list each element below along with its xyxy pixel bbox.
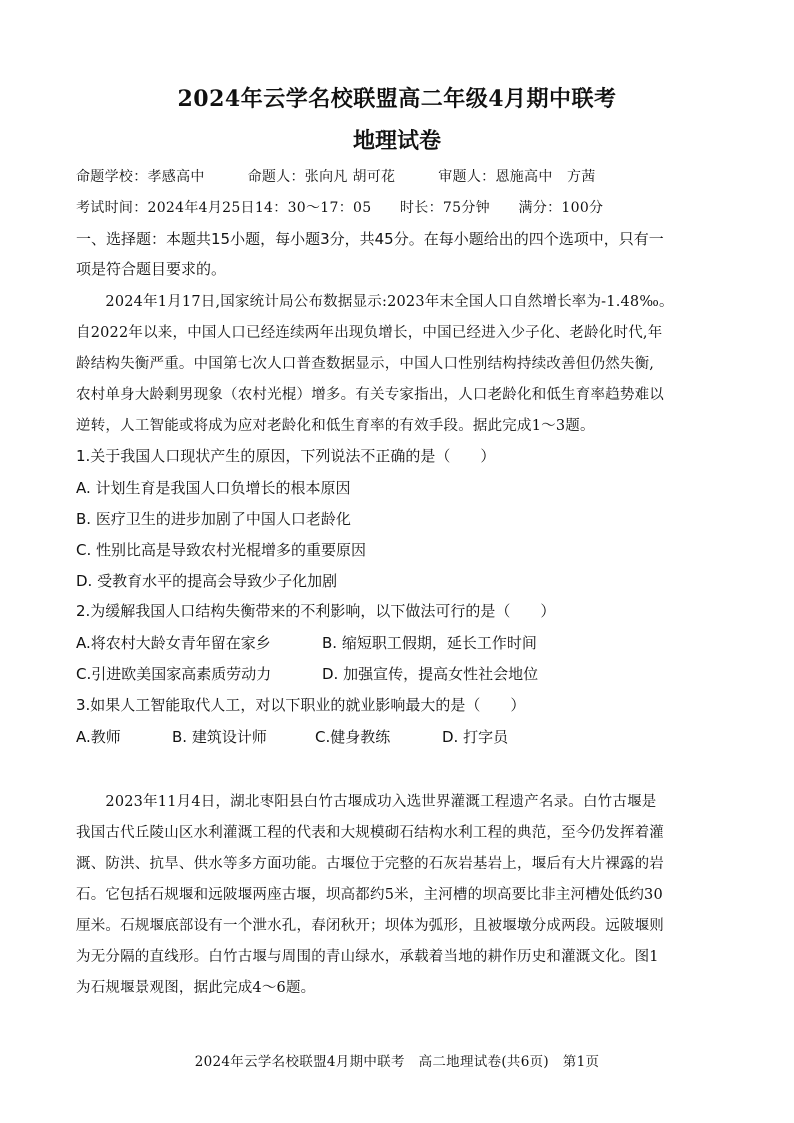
question-3-option-a: A.教师 xyxy=(76,728,121,746)
exam-subtitle: 地理试卷 xyxy=(352,128,441,154)
question-1-option-d: D. 受教育水平的提高会导致少子化加剧 xyxy=(76,572,338,590)
question-3-option-d: D. 打字员 xyxy=(442,728,509,746)
meta-time: 考试时间：2024年4月25日14：30～17：05 时长：75分钟 满分：100分 xyxy=(76,200,604,216)
question-2-option-d: D. 加强宣传，提高女性社会地位 xyxy=(322,665,539,683)
question-3-option-b: B. 建筑设计师 xyxy=(172,728,267,746)
passage2-line: 溉、防洪、抗旱、供水等多方面功能。古堰位于完整的石灰岩基岩上，堰后有大片裸露的岩 xyxy=(76,856,664,872)
question-3-option-c: C.健身教练 xyxy=(315,728,391,746)
question-1-option-b: B. 医疗卫生的进步加剧了中国人口老龄化 xyxy=(76,510,351,528)
question-2-option-a: A.将农村大龄女青年留在家乡 xyxy=(76,634,271,652)
passage1-line: 农村单身大龄剩男现象（农村光棍）增多。有关专家指出，人口老龄化和低生育率趋势难以 xyxy=(76,387,664,403)
passage2-line: 为无分隔的直线形。白竹古堰与周围的青山绿水，承载着当地的耕作历史和灌溉文化。图1 xyxy=(76,949,659,965)
passage1-line: 自2022年以来，中国人口已经连续两年出现负增长，中国已经进入少子化、老龄化时代,年 xyxy=(76,325,663,341)
question-3-stem: 3.如果人工智能取代人工，对以下职业的就业影响最大的是（ ） xyxy=(76,696,526,714)
passage2-line: 为石规堰景观图，据此完成4～6题。 xyxy=(76,980,316,996)
question-2-stem: 2.为缓解我国人口结构失衡带来的不利影响，以下做法可行的是（ ） xyxy=(76,602,556,620)
passage1-line: 龄结构失衡严重。中国第七次人口普查数据显示，中国人口性别结构持续改善但仍然失衡, xyxy=(76,356,655,372)
page-footer: 2024年云学名校联盟4月期中联考 高二地理试卷(共6页) 第1页 xyxy=(194,1054,600,1070)
passage2-line: 厘米。石规堰底部设有一个泄水孔，春闭秋开；坝体为弧形，且被堰墩分成两段。远陂堰则 xyxy=(76,918,664,934)
question-1-stem: 1.关于我国人口现状产生的原因，下列说法不正确的是（ ） xyxy=(76,447,496,465)
section-heading-line2: 项是符合题目要求的。 xyxy=(76,260,227,278)
passage2-line: 石。它包括石规堰和远陂堰两座古堰，坝高都约5米，主河槽的坝高要比非主河槽处低约30 xyxy=(76,887,663,903)
question-2-option-b: B. 缩短职工假期，延长工作时间 xyxy=(322,634,537,652)
passage1-line: 2024年1月17日,国家统计局公布数据显示:2023年末全国人口自然增长率为-1.48‰。 xyxy=(76,294,674,310)
question-1-option-a: A. 计划生育是我国人口负增长的根本原因 xyxy=(76,479,351,497)
passage1-line: 逆转，人工智能或将成为应对老龄化和低生育率的有效手段。据此完成1～3题。 xyxy=(76,418,595,434)
question-1-option-c: C. 性别比高是导致农村光棍增多的重要原因 xyxy=(76,541,367,559)
exam-title: 2024年云学名校联盟高二年级4月期中联考 xyxy=(177,86,617,112)
section-heading-line1: 一、选择题：本题共15小题，每小题3分，共45分。在每小题给出的四个选项中，只有一 xyxy=(76,230,664,248)
question-2-option-c: C.引进欧美国家高素质劳动力 xyxy=(76,665,272,683)
meta-authors: 命题学校：孝感高中 命题人：张向凡 胡可花 审题人：恩施高中 方茜 xyxy=(76,169,596,185)
passage2-line: 2023年11月4日，湖北枣阳县白竹古堰成功入选世界灌溉工程遗产名录。白竹古堰是 xyxy=(76,794,657,810)
passage2-line: 我国古代丘陵山区水利灌溉工程的代表和大规模砌石结构水利工程的典范，至今仍发挥着灌 xyxy=(76,825,664,841)
